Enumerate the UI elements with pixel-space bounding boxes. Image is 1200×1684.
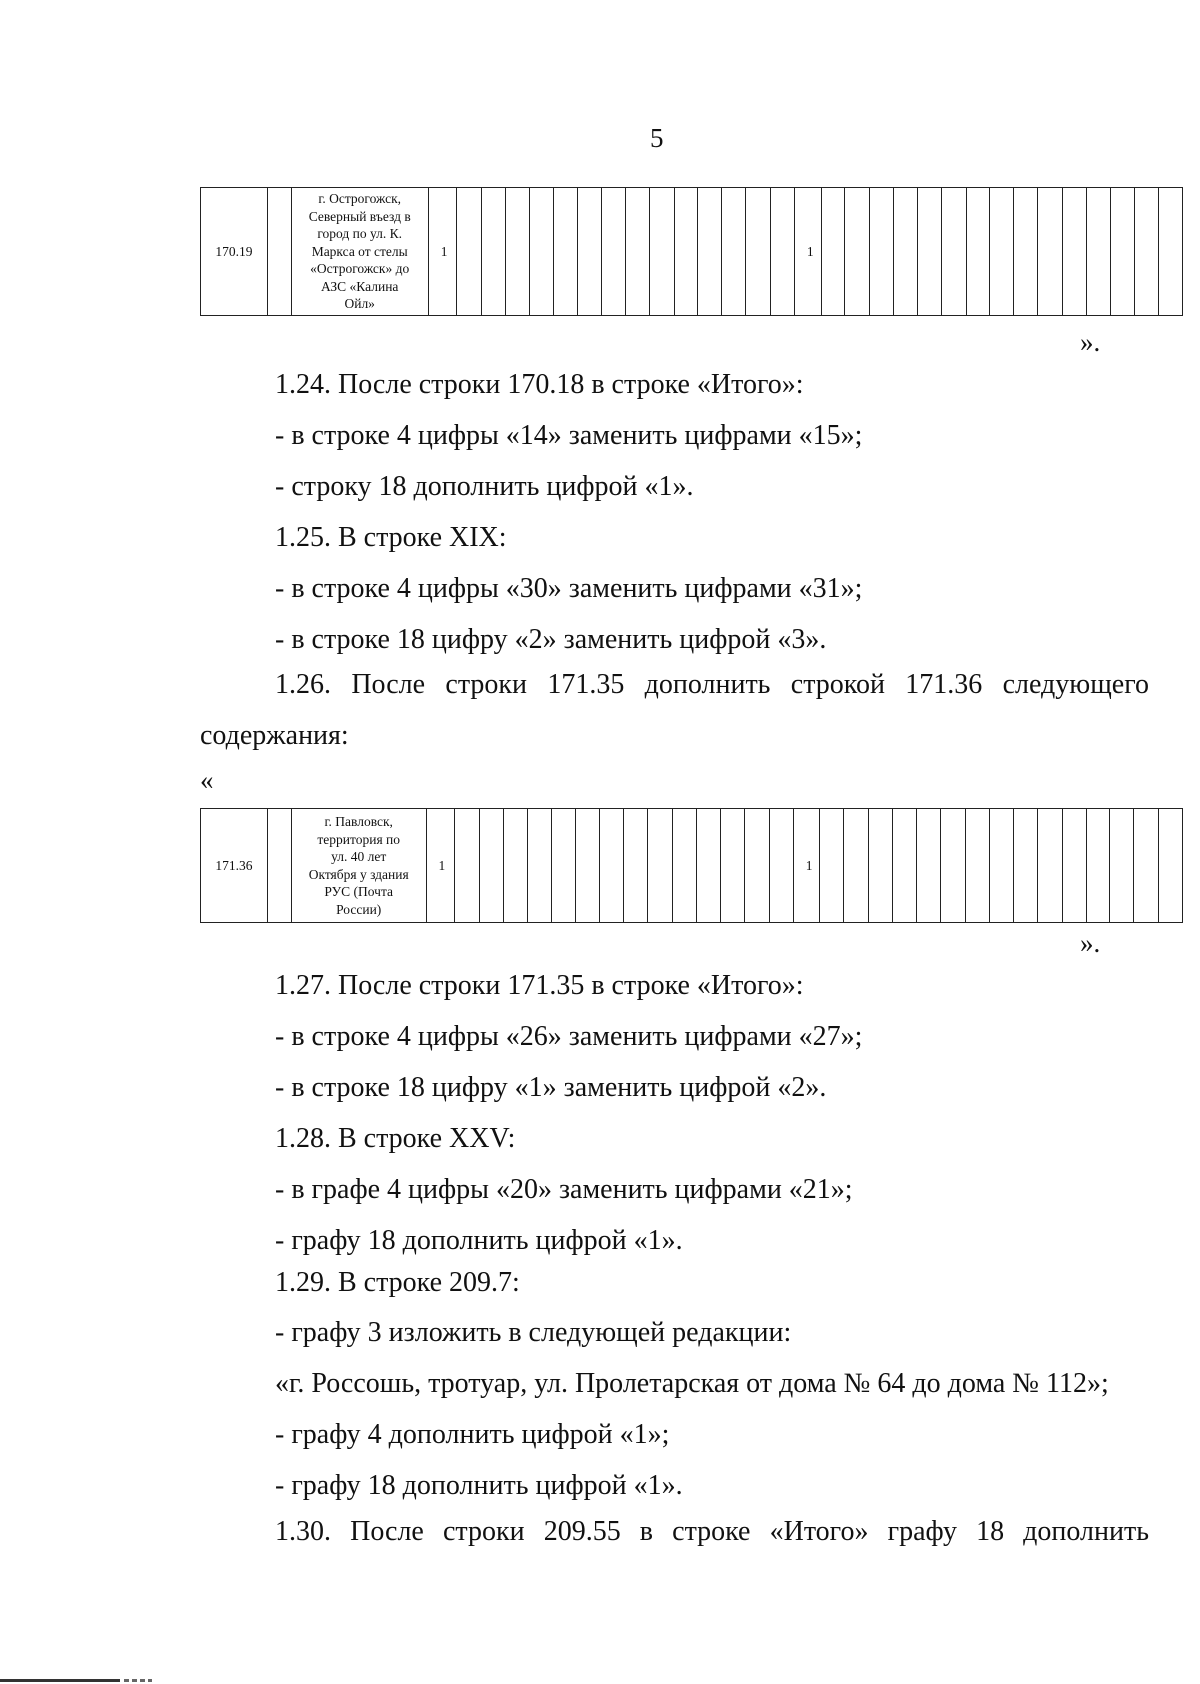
empty-cell <box>893 809 917 923</box>
amendment-table-row-171-36 <box>200 808 1200 923</box>
empty-cell <box>600 809 624 923</box>
paragraph: 1.29. В строке 209.7: <box>275 1267 520 1298</box>
empty-cell <box>578 188 602 316</box>
empty-cell <box>990 188 1014 316</box>
paragraph: 1.30. После строки 209.55 в строке «Итого» графу 18 дополнить <box>275 1516 1149 1547</box>
address-line: город по ул. К. <box>317 226 403 242</box>
empty-cell <box>673 809 697 923</box>
scan-edge-line <box>0 1679 120 1682</box>
empty-cell <box>722 188 746 316</box>
empty-cell <box>529 188 553 316</box>
column-4-value: 1 <box>428 188 456 316</box>
paragraph: - графу 4 дополнить цифрой «1»; <box>275 1419 670 1450</box>
empty-cell <box>1086 809 1110 923</box>
empty-cell <box>966 188 990 316</box>
empty-cell <box>917 809 941 923</box>
page-number: 5 <box>650 123 664 153</box>
address-line: Октября у здания <box>308 866 409 882</box>
empty-cell <box>770 188 794 316</box>
empty-cell <box>626 188 650 316</box>
empty-cell <box>845 188 870 316</box>
paragraph: 1.27. После строки 171.35 в строке «Итого»: <box>275 970 804 1001</box>
paragraph: 1.24. После строки 170.18 в строке «Итого»: <box>275 369 804 400</box>
empty-cell <box>553 188 578 316</box>
empty-cell <box>1110 809 1134 923</box>
paragraph: - графу 18 дополнить цифрой «1». <box>275 1225 683 1256</box>
address-line: Северный въезд в <box>308 208 411 224</box>
address-cell <box>291 188 428 316</box>
address-line: Маркса от стелы <box>311 243 408 259</box>
empty-cell <box>1062 809 1086 923</box>
empty-cell <box>455 809 480 923</box>
empty-cell <box>674 188 698 316</box>
address-line: Ойл» <box>344 296 375 312</box>
empty-cell <box>746 188 771 316</box>
column-18-value: 1 <box>793 809 820 923</box>
address-line: г. Острогожск, <box>318 191 402 207</box>
empty-cell <box>989 809 1013 923</box>
empty-cell <box>697 809 721 923</box>
empty-cell <box>1062 188 1086 316</box>
address-line: «Острогожск» до <box>310 261 410 277</box>
paragraph: 1.26. После строки 171.35 дополнить строкой 171.36 следующего <box>275 669 1149 700</box>
paragraph: «г. Россошь, тротуар, ул. Пролетарская от дома № 64 до дома № 112»; <box>275 1368 1109 1399</box>
empty-cell <box>1013 809 1037 923</box>
amendment-table-row-170-19 <box>200 187 1200 316</box>
empty-cell <box>941 188 966 316</box>
address-line: г. Павловск, <box>324 814 393 829</box>
empty-cell <box>551 809 576 923</box>
paragraph: - в строке 4 цифры «14» заменить цифрами «15»; <box>275 420 863 451</box>
empty-cell <box>769 809 793 923</box>
closing-quote: ». <box>1080 327 1101 357</box>
empty-cell <box>1134 809 1159 923</box>
empty-cell <box>821 188 845 316</box>
empty-cell <box>479 809 503 923</box>
address-cell <box>291 809 426 923</box>
empty-cell <box>1110 188 1134 316</box>
paragraph: 1.28. В строке XXV: <box>275 1123 516 1154</box>
empty-cell <box>481 188 505 316</box>
paragraph: содержания: <box>200 720 349 751</box>
empty-cell <box>894 188 918 316</box>
empty-cell <box>648 809 673 923</box>
paragraph: - в графе 4 цифры «20» заменить цифрами «21»; <box>275 1174 853 1205</box>
empty-cell <box>505 188 529 316</box>
empty-cell <box>1159 188 1183 316</box>
empty-cell <box>698 188 722 316</box>
empty-cell <box>870 188 894 316</box>
paragraph: - строку 18 дополнить цифрой «1». <box>275 471 694 502</box>
empty-cell <box>576 809 600 923</box>
row-number-cell: 170.19 <box>201 188 268 316</box>
empty-cell <box>744 809 769 923</box>
empty-cell <box>503 809 527 923</box>
opening-quote: « <box>200 765 214 795</box>
column-4-value: 1 <box>426 809 454 923</box>
address-line: ул. 40 лет <box>331 849 387 864</box>
empty-cell <box>457 188 482 316</box>
paragraph: - в строке 18 цифру «2» заменить цифрой «3». <box>275 624 827 655</box>
empty-cell <box>527 809 551 923</box>
closing-quote: ». <box>1080 928 1101 958</box>
paragraph: 1.25. В строке XIX: <box>275 522 507 553</box>
paragraph: - графу 3 изложить в следующей редакции: <box>275 1317 792 1348</box>
empty-cell <box>1086 188 1110 316</box>
paragraph: - в строке 4 цифры «26» заменить цифрами «27»; <box>275 1021 863 1052</box>
address-line: территория по <box>317 831 401 847</box>
empty-cell <box>1014 188 1038 316</box>
empty-cell <box>624 809 648 923</box>
empty-cell <box>917 188 941 316</box>
scan-edge-dashes <box>124 1679 152 1682</box>
paragraph: - в строке 18 цифру «1» заменить цифрой «2». <box>275 1072 827 1103</box>
address-line: России) <box>336 901 382 917</box>
empty-cell <box>869 809 893 923</box>
empty-cell <box>941 809 966 923</box>
row-number-cell: 171.36 <box>201 809 268 923</box>
empty-cell <box>602 188 626 316</box>
empty-cell <box>649 188 674 316</box>
empty-cell <box>1037 809 1062 923</box>
column-18-value: 1 <box>794 188 821 316</box>
empty-cell <box>844 809 869 923</box>
empty-cell <box>1159 809 1183 923</box>
empty-cell <box>820 809 844 923</box>
paragraph: - в строке 4 цифры «30» заменить цифрами «31»; <box>275 573 863 604</box>
empty-cell <box>965 809 989 923</box>
empty-cell <box>267 188 291 316</box>
address-line: АЗС «Калина <box>321 278 399 294</box>
empty-cell <box>1038 188 1063 316</box>
paragraph: - графу 18 дополнить цифрой «1». <box>275 1470 683 1501</box>
empty-cell <box>721 809 745 923</box>
empty-cell <box>267 809 291 923</box>
empty-cell <box>1134 188 1159 316</box>
address-line: РУС (Почта <box>324 884 394 899</box>
